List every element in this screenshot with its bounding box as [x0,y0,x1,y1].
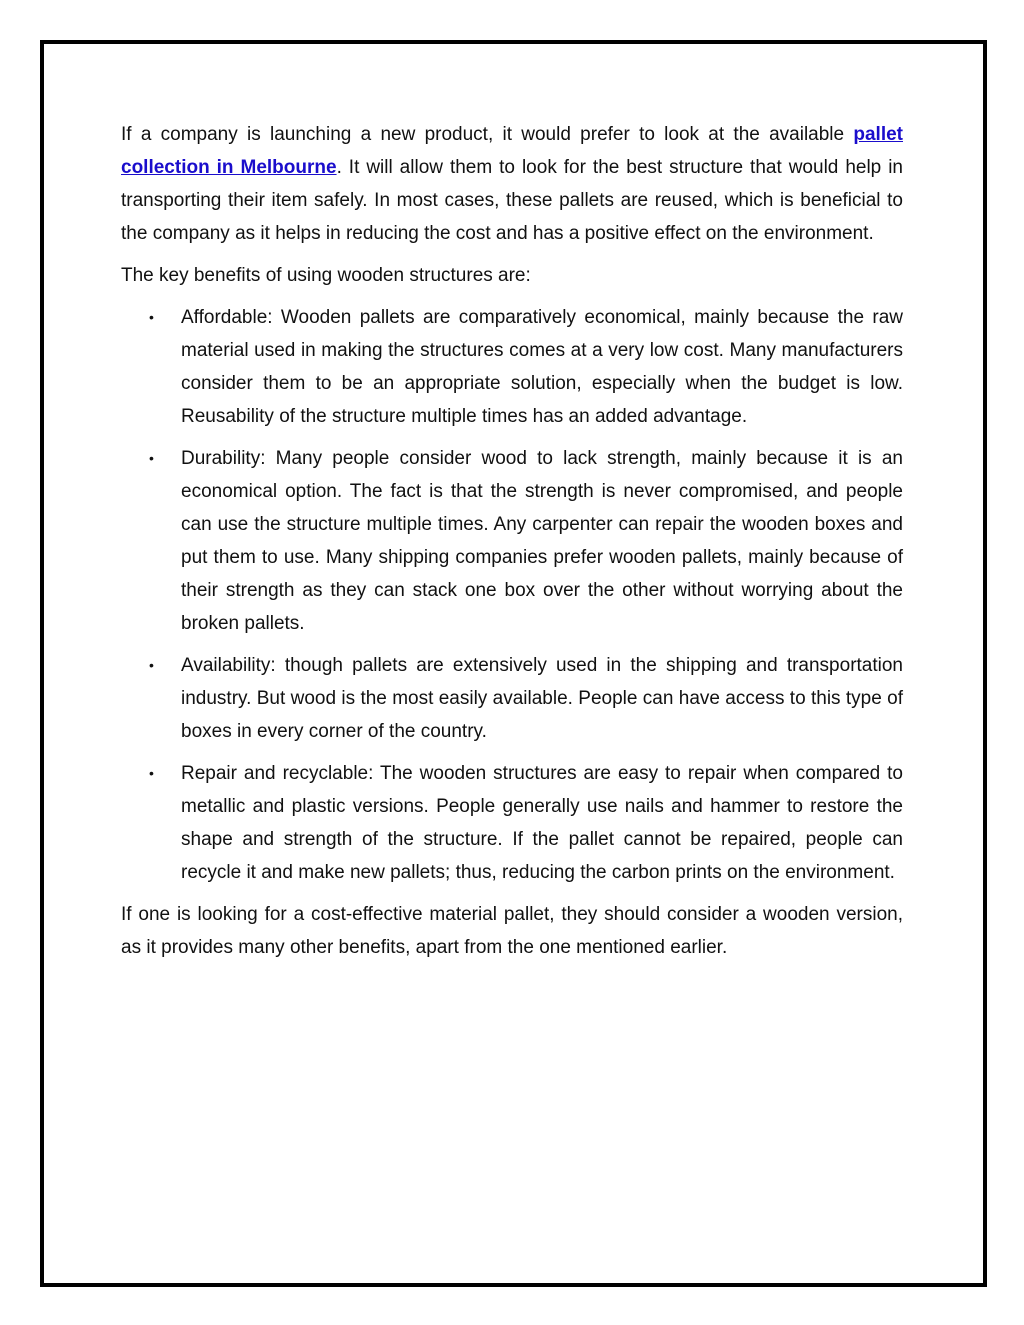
intro-paragraph [121,118,903,250]
bullet-icon: • [149,309,154,325]
pallet-collection-link[interactable]: pallet collection in Melbourne [121,124,903,178]
list-item [121,301,903,433]
document-body [121,118,903,973]
conclusion-paragraph: If one is looking for a cost-effective material pallet, they should consider a wooden version, as it provides many other benefits, apart from the one mentioned earlier. [121,904,903,958]
benefit-text: Durability: Many people consider wood to lack strength, mainly because it is an economical option. The fact is that the strength is never compromised, and people can use the structure multiple times. Any carpenter can repair the wooden boxes and put them to use. Many shipping companies prefer wooden pallets, mainly because of their strength as they can stack one box over the other without worrying about the broken pallets. [181,448,903,634]
intro-text-before-link: If a company is launching a new product, it would prefer to look at the available [121,124,854,145]
bullet-icon: • [149,450,154,466]
intro-text-after-link: . It will allow them to look for the best structure that would help in transporting their item safely. In most cases, these pallets are reused, which is beneficial to the company as it helps in reducing the cost and has a positive effect on the environment. [121,157,903,244]
bullet-icon: • [149,657,154,673]
list-item [121,649,903,748]
benefits-list [121,301,903,889]
list-item [121,442,903,640]
bullet-icon: • [149,765,154,781]
benefit-text: Repair and recyclable: The wooden structures are easy to repair when compared to metallic and plastic versions. People generally use nails and hammer to restore the shape and strength of the structure. If the pallet cannot be repaired, people can recycle it and make new pallets; thus, reducing the carbon prints on the environment. [181,763,903,883]
benefit-text: Affordable: Wooden pallets are comparatively economical, mainly because the raw material used in making the structures comes at a very low cost. Many manufacturers consider them to be an appropriate solution, especially when the budget is low. Reusability of the structure multiple times has an added advantage. [181,307,903,427]
benefit-text: Availability: though pallets are extensively used in the shipping and transportation industry. But wood is the most easily available. People can have access to this type of boxes in every corner of the country. [181,655,903,742]
lead-in-paragraph: The key benefits of using wooden structures are: [121,265,531,286]
list-item [121,757,903,889]
